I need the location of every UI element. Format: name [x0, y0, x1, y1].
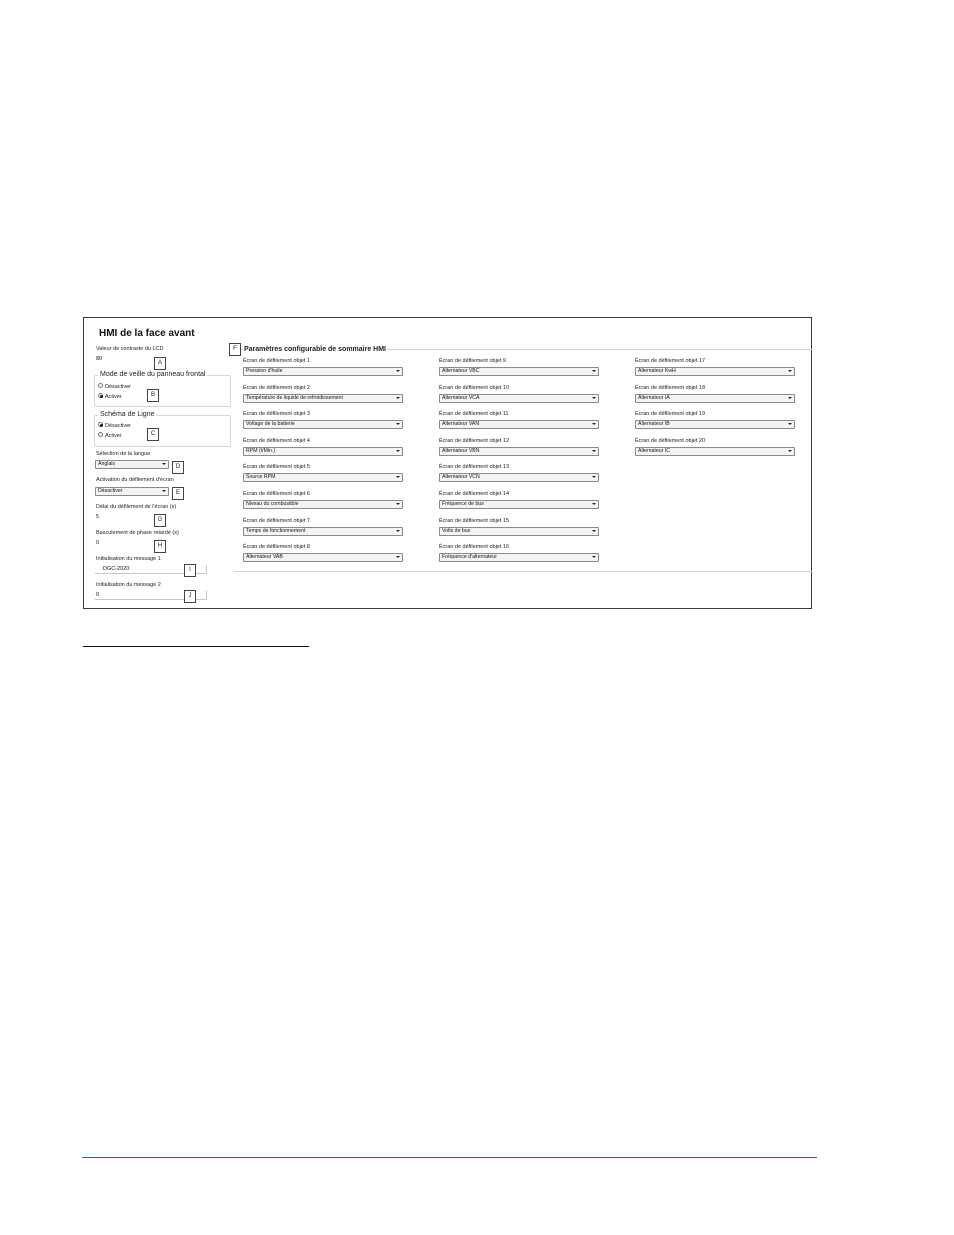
chevron-down-icon — [396, 450, 400, 452]
chevron-down-icon — [396, 370, 400, 372]
radio-unchecked-icon — [98, 383, 103, 388]
sleep-mode-option-disable[interactable]: Désactiver — [98, 384, 131, 390]
callout-g: G — [154, 514, 166, 527]
callout-d: D — [172, 461, 184, 474]
callout-i: I — [184, 564, 196, 577]
message2-label: Initialisation du message 2 — [96, 582, 161, 588]
scroll-item-select[interactable]: Alternateur IA — [635, 394, 795, 403]
chevron-down-icon — [592, 450, 596, 452]
radio-checked-icon — [98, 393, 103, 398]
chevron-down-icon — [788, 370, 792, 372]
chevron-down-icon — [592, 476, 596, 478]
scroll-item-select[interactable]: Voltage de la batterie — [243, 420, 403, 429]
scroll-item-label: Écran de défilement objet 18 — [635, 384, 706, 391]
scroll-item-select[interactable]: Température de liquide de refroidissement — [243, 394, 403, 403]
scroll-item-label: Écran de défilement objet 14 — [439, 491, 510, 497]
panel-title: HMI de la face avant — [99, 328, 195, 339]
line-diagram-option-enable[interactable]: Activer — [98, 433, 122, 439]
message2-input[interactable]: 0 — [95, 591, 207, 600]
summary-group — [234, 349, 812, 572]
message1-input[interactable]: DGC-2020 — [95, 565, 207, 574]
scroll-item-label: Écran de défilement objet 4 — [243, 437, 310, 444]
scroll-item-select[interactable]: Alternateur VAB — [243, 553, 403, 562]
radio-checked-icon — [98, 422, 103, 427]
scroll-item-label: Écran de défilement objet 6 — [243, 491, 310, 497]
chevron-down-icon — [396, 556, 400, 558]
chevron-down-icon — [592, 423, 596, 425]
scroll-item-select[interactable]: Temps de fonctionnement — [243, 527, 403, 536]
chevron-down-icon — [162, 463, 166, 465]
line-diagram-title: Schéma de Ligne — [100, 411, 155, 418]
scroll-item-select[interactable]: Fréquence d'alternateur — [439, 553, 599, 562]
scroll-item-label: Écran de défilement objet 20 — [635, 437, 706, 444]
scroll-item-select[interactable]: Fréquence de bus — [439, 500, 599, 509]
scroll-item-label: Écran de défilement objet 19 — [635, 411, 706, 418]
chevron-down-icon — [396, 476, 400, 478]
scroll-item-label: Écran de défilement objet 1 — [243, 358, 310, 364]
scroll-item-label: Écran de défilement objet 11 — [439, 411, 509, 418]
callout-e: E — [172, 487, 184, 500]
callout-a: A — [154, 357, 166, 370]
scroll-item-select[interactable]: Source RPM — [243, 473, 403, 482]
scroll-item-select[interactable]: RPM (t/Min.) — [243, 447, 403, 456]
scroll-item-select[interactable]: Alternateur VCN — [439, 473, 599, 482]
chevron-down-icon — [592, 397, 596, 399]
sleep-mode-group — [94, 375, 231, 407]
line-diagram-option-disable[interactable]: Désactiver — [98, 423, 131, 429]
scroll-item-select[interactable]: Alternateur IC — [635, 447, 795, 456]
scroll-item-label: Écran de défilement objet 12 — [439, 437, 510, 444]
scroll-item-label: Écran de défilement objet 10 — [439, 384, 510, 391]
chevron-down-icon — [396, 423, 400, 425]
divider-line — [83, 646, 309, 647]
chevron-down-icon — [592, 530, 596, 532]
scroll-item-select[interactable]: Volts de bus — [439, 527, 599, 536]
scroll-item-label: Écran de défilement objet 8 — [243, 544, 310, 551]
footer-rule — [82, 1157, 817, 1158]
chevron-down-icon — [592, 503, 596, 505]
chevron-down-icon — [396, 397, 400, 399]
callout-b: B — [147, 389, 159, 402]
scroll-item-select[interactable]: Alternateur KwH — [635, 367, 795, 376]
sleep-mode-title: Mode de veille du panneau frontal — [100, 371, 206, 378]
scroll-item-label: Écran de défilement objet 2 — [243, 384, 310, 391]
sleep-mode-option-enable[interactable]: Activer — [98, 394, 122, 400]
scroll-item-label: Écran de défilement objet 9 — [439, 358, 506, 364]
phase-toggle-label: Basculement de phase retardé (s) — [96, 530, 179, 536]
summary-title: Paramètres configurable de sommaire HMI — [244, 346, 386, 353]
scroll-item-select[interactable]: Alternateur IB — [635, 420, 795, 429]
chevron-down-icon — [592, 556, 596, 558]
callout-h: H — [154, 540, 166, 553]
scroll-item-label: Écran de défilement objet 16 — [439, 544, 510, 551]
scroll-item-select[interactable]: Alternateur VCA — [439, 394, 599, 403]
scroll-item-label: Écran de défilement objet 13 — [439, 464, 510, 471]
chevron-down-icon — [396, 503, 400, 505]
language-label: Sélection de la langue — [96, 451, 151, 457]
callout-j: J — [184, 590, 196, 603]
chevron-down-icon — [396, 530, 400, 532]
callout-c: C — [147, 428, 159, 441]
chevron-down-icon — [592, 370, 596, 372]
chevron-down-icon — [788, 450, 792, 452]
scroll-item-select[interactable]: Pression d'huile — [243, 367, 403, 376]
language-select[interactable]: Anglais — [95, 460, 169, 469]
scroll-item-label: Écran de défilement objet 15 — [439, 517, 510, 524]
line-diagram-group — [94, 415, 231, 447]
scroll-item-label: Écran de défilement objet 5 — [243, 464, 310, 471]
message1-label: Initialisation du message 1 — [96, 556, 161, 562]
chevron-down-icon — [162, 490, 166, 492]
hmi-settings-panel — [83, 317, 812, 609]
scroll-enable-select[interactable]: Désactiver — [95, 487, 169, 496]
callout-f: F — [229, 343, 241, 356]
radio-unchecked-icon — [98, 432, 103, 437]
chevron-down-icon — [788, 397, 792, 399]
scroll-item-select[interactable]: Alternateur VBN — [439, 447, 599, 456]
scroll-item-label: Écran de défilement objet 17 — [635, 358, 706, 364]
scroll-item-label: Écran de défilement objet 3 — [243, 411, 310, 418]
scroll-item-select[interactable]: Niveau du combustible — [243, 500, 403, 509]
scroll-enable-label: Activation du défilement d'écran — [96, 477, 174, 483]
chevron-down-icon — [788, 423, 792, 425]
lcd-contrast-label: Valeur de contraste du LCD — [96, 346, 164, 352]
phase-toggle-input[interactable]: 0 — [95, 539, 151, 548]
lcd-contrast-input[interactable]: 80 — [95, 355, 151, 364]
scroll-delay-label: Délai du défilement de l'écran (s) — [96, 504, 177, 510]
scroll-delay-input[interactable]: 5 — [95, 513, 151, 522]
scroll-item-label: Écran de défilement objet 7 — [243, 517, 310, 524]
scroll-item-select[interactable]: Alternateur VBC — [439, 367, 599, 376]
scroll-item-select[interactable]: Alternateur VAN — [439, 420, 599, 429]
